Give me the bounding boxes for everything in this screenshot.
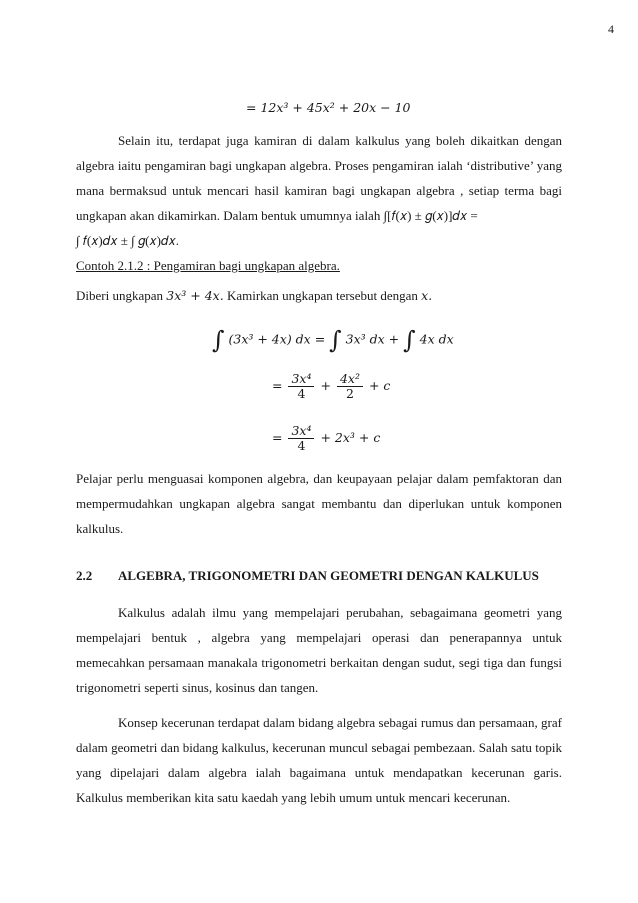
integral-term2: 4𝑥 𝑑𝑥 <box>419 331 454 347</box>
example-intro-text-a: Diberi ungkapan <box>76 288 167 303</box>
integral-lhs: (3𝑥³ + 4𝑥) 𝑑𝑥 = <box>228 331 326 347</box>
integral-sign: ∫ <box>329 326 342 354</box>
integral-distributive-formula: ∫ 𝑓(𝑥)𝑑𝑥 ± ∫ 𝑔(𝑥)𝑑𝑥. <box>76 233 180 248</box>
equation-integrated-fractions <box>272 372 390 401</box>
fraction-denominator: 2 <box>345 386 354 401</box>
example-intro <box>76 288 432 304</box>
paragraph-algebra-importance <box>76 466 562 541</box>
example-title: Contoh 2.1.2 : Pengamiran bagi ungkapan algebra. <box>76 258 340 273</box>
constant-term: + 𝑐 <box>368 378 391 393</box>
example-expression: 3𝑥³ + 4𝑥. <box>166 288 224 303</box>
paragraph-integration-body: Selain itu, terdapat juga kamiran di dalam kalkulus yang boleh dikaitkan dengan algebra iaitu pengamiran bagi ungkapan algebra. Proses pengamiran ialah ‘distributive’ yang mana bermaksud untuk mencari hasil kamiran bagi ungkapan algebra , setiap terma bagi ungkapan akan dikamirkan. Dalam bentuk umumnya ialah ∫[𝑓(𝑥) ± 𝑔(𝑥)]𝑑𝑥 = <box>76 133 562 223</box>
fraction-term2 <box>337 372 363 401</box>
example-variable: 𝑥. <box>421 288 433 303</box>
fraction-denominator: 4 <box>297 386 306 401</box>
equation-integral-split <box>212 328 454 352</box>
paragraph-gradient-concept-text: Konsep kecerunan terdapat dalam bidang algebra sebagai rumus dan persamaan, graf dalam geometri dan bidang kalkulus, kecerunan muncul sebagai pembezaan. Salah satu topik yang dipelajari dalam algebra ialah bagaimana untuk mendapatkan kecerunan garis. Kalkulus memberikan kita satu kaedah yang lebih umum untuk mencari kecerunan. <box>76 715 562 805</box>
page-number: 4 <box>608 22 614 36</box>
equation-simplified-result <box>272 424 380 453</box>
paragraph-algebra-importance-text: Pelajar perlu menguasai komponen algebra, dan keupayaan pelajar dalam pemfaktoran dan mempermudahkan ungkapan algebra sangat membantu dan diperlukan untuk komponen kalkulus. <box>76 471 562 536</box>
section-title: ALGEBRA, TRIGONOMETRI DAN GEOMETRI DENGAN KALKULUS <box>118 568 539 583</box>
example-intro-text-b: Kamirkan ungkapan tersebut dengan <box>223 288 422 303</box>
paragraph-calculus-definition <box>76 600 562 700</box>
integral-sign: ∫ <box>212 326 225 354</box>
fraction-term1 <box>288 372 314 401</box>
integral-sign: ∫ <box>403 326 416 354</box>
equation-expanded-result: = 12𝑥³ + 45𝑥² + 20𝑥 − 10 <box>246 100 411 115</box>
fraction-numerator: 4𝑥² <box>337 372 363 387</box>
plus-sign: + <box>320 378 331 393</box>
fraction-numerator: 3𝑥⁴ <box>288 424 314 439</box>
paragraph-calculus-definition-text: Kalkulus adalah ilmu yang mempelajari perubahan, sebagaimana geometri yang mempelajari bentuk , algebra yang mempelajari operasi dan penerapannya untuk memecahkan persamaan manakala trigonometri berkaitan dengan sudut, segi tiga dan fungsi trigonometri seperti sinus, kosinus dan tangen. <box>76 605 562 695</box>
fraction-denominator: 4 <box>297 438 306 453</box>
paragraph-gradient-concept <box>76 710 562 810</box>
paragraph-integration-intro <box>76 128 562 253</box>
simplified-tail: + 2𝑥³ + 𝑐 <box>320 430 381 445</box>
fraction-term1 <box>288 424 314 453</box>
section-number: 2.2 <box>76 568 93 583</box>
fraction-numerator: 3𝑥⁴ <box>288 372 314 387</box>
equals-sign: = <box>272 430 283 445</box>
equals-sign: = <box>272 378 283 393</box>
integral-term1: 3𝑥³ 𝑑𝑥 + <box>345 331 400 347</box>
